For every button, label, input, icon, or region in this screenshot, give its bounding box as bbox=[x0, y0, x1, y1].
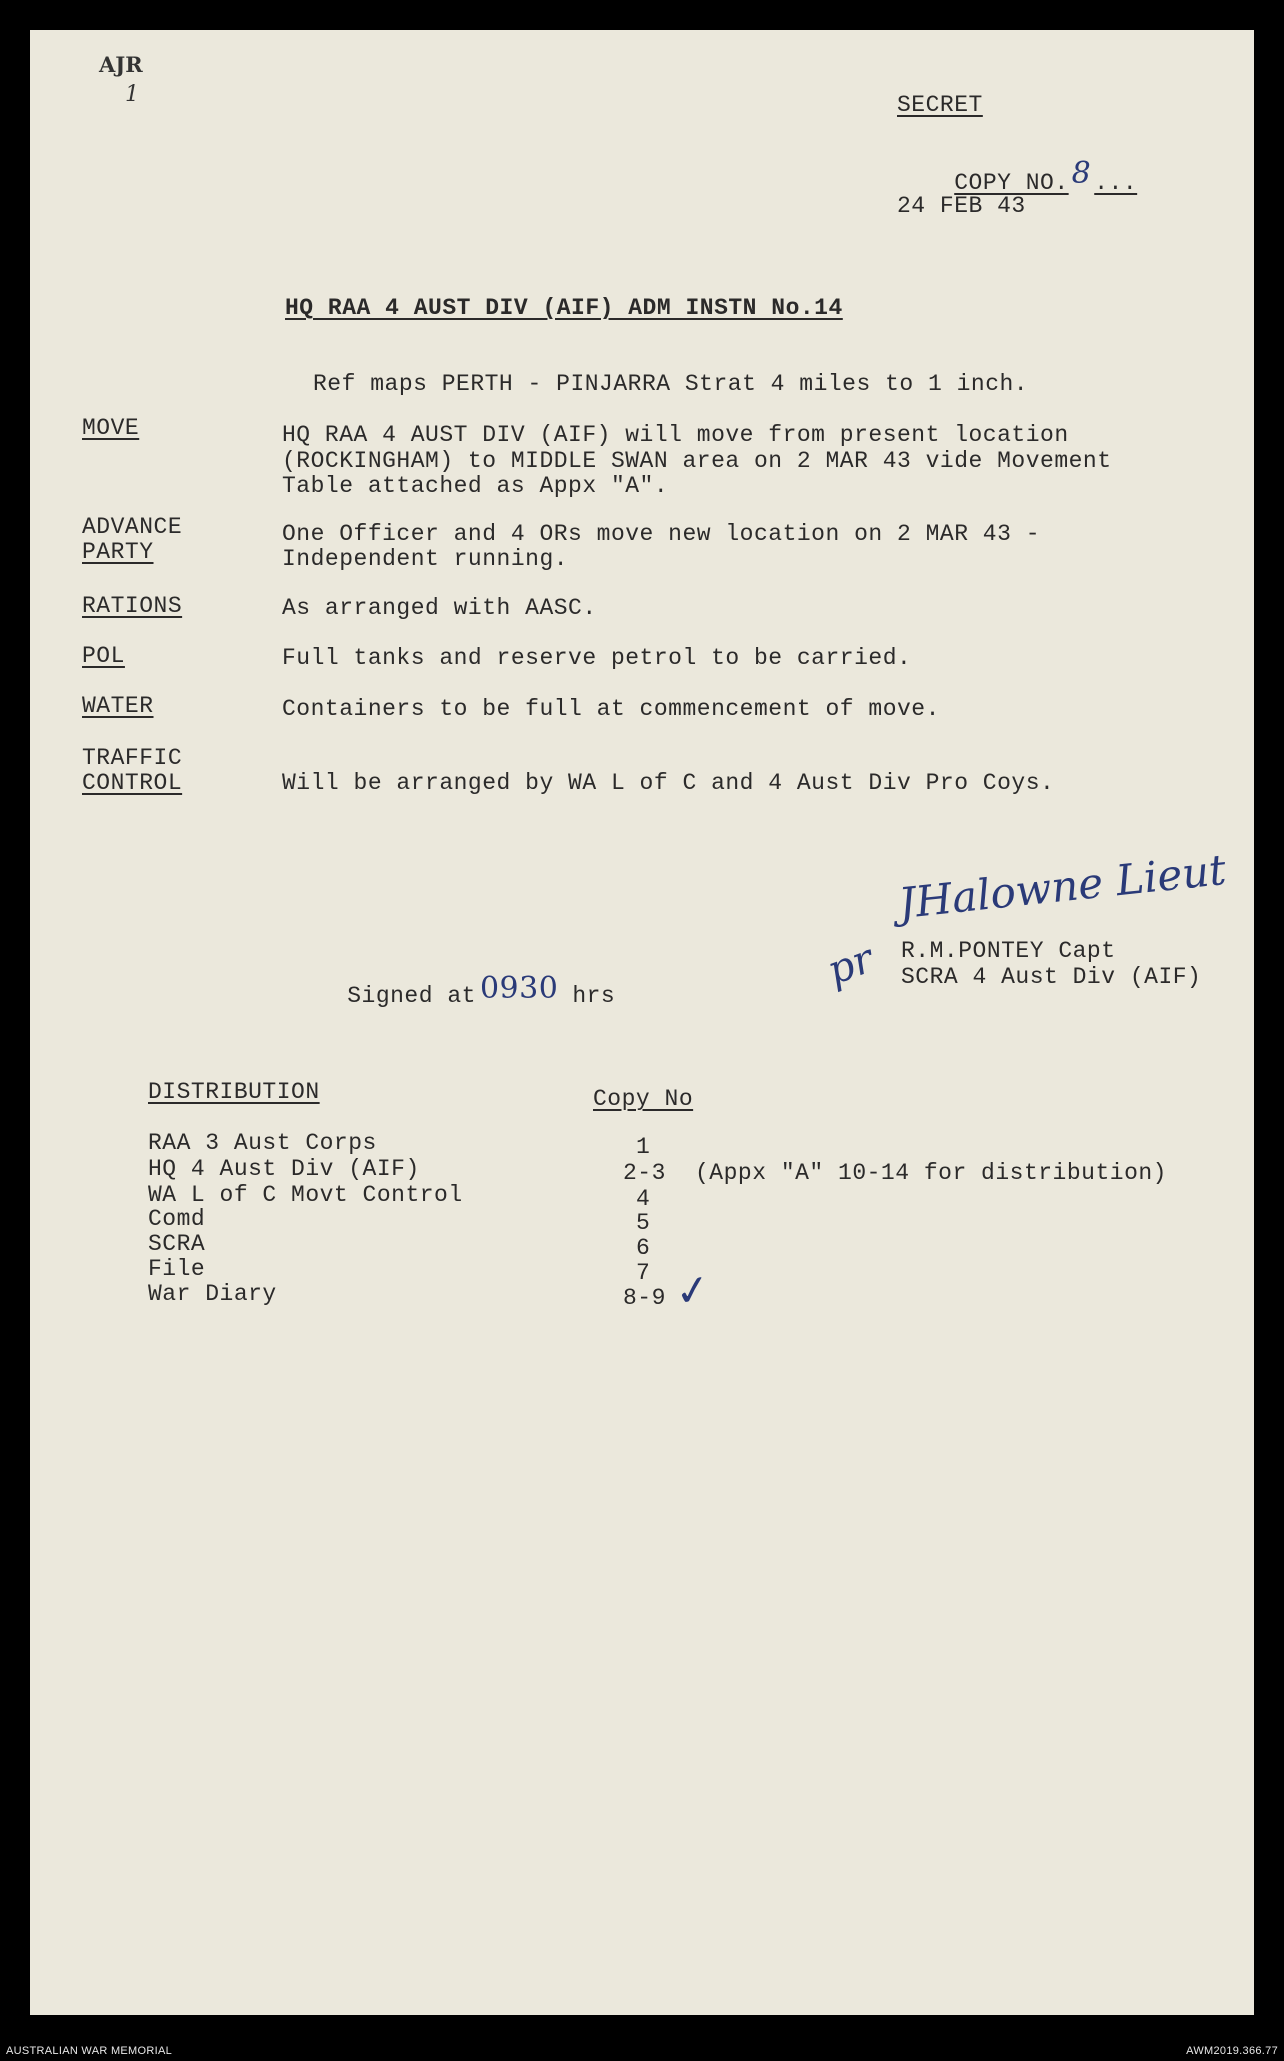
advance-party-label-1: ADVANCE bbox=[82, 514, 183, 540]
dist-recipient: WA L of C Movt Control bbox=[148, 1182, 463, 1208]
water-text: Containers to be full at commencement of move. bbox=[282, 696, 940, 722]
dist-recipient: File bbox=[148, 1256, 206, 1282]
distribution-heading: DISTRIBUTION bbox=[148, 1079, 320, 1105]
footer-left: AUSTRALIAN WAR MEMORIAL bbox=[6, 2045, 173, 2057]
rations-text: As arranged with AASC. bbox=[282, 595, 597, 621]
advance-party-line-1: One Officer and 4 ORs move new location on 2 MAR 43 - bbox=[282, 521, 1041, 547]
traffic-control-label-1: TRAFFIC bbox=[82, 745, 183, 771]
dist-recipient: War Diary bbox=[148, 1281, 277, 1307]
move-line-2: (ROCKINGHAM) to MIDDLE SWAN area on 2 MAR 43 vide Movement bbox=[282, 448, 1112, 474]
advance-party-line-2: Independent running. bbox=[282, 546, 569, 572]
move-line-1: HQ RAA 4 AUST DIV (AIF) will move from present location bbox=[282, 422, 1069, 448]
move-line-3: Table attached as Appx "A". bbox=[282, 473, 669, 499]
dist-recipient: Comd bbox=[148, 1206, 206, 1232]
ref-maps: Ref maps PERTH - PINJARRA Strat 4 miles to 1 inch. bbox=[313, 371, 1029, 397]
dist-copy: 7 bbox=[636, 1260, 651, 1286]
signatory-name: R.M.PONTEY Capt bbox=[901, 938, 1116, 964]
dist-copy: 5 bbox=[636, 1210, 651, 1236]
pol-label: POL bbox=[82, 643, 125, 669]
classification: SECRET bbox=[897, 92, 983, 118]
dist-recipient: HQ 4 Aust Div (AIF) bbox=[148, 1156, 420, 1182]
pol-text: Full tanks and reserve petrol to be carried. bbox=[282, 645, 912, 671]
document-title: HQ RAA 4 AUST DIV (AIF) ADM INSTN No.14 bbox=[285, 295, 843, 321]
initials-mark: 1 bbox=[125, 82, 139, 107]
footer-right: AWM2019.366.77 bbox=[1186, 2045, 1278, 2057]
document-page bbox=[30, 30, 1254, 2015]
per-mark: pr bbox=[821, 935, 880, 995]
signed-at-line bbox=[290, 955, 615, 1034]
traffic-control-text: Will be arranged by WA L of C and 4 Aust Div Pro Coys. bbox=[282, 770, 1055, 796]
dist-note: (Appx "A" 10-14 for distribution) bbox=[695, 1160, 1167, 1186]
dist-recipient: SCRA bbox=[148, 1231, 206, 1257]
copy-number: 8 bbox=[1071, 156, 1092, 191]
move-label: MOVE bbox=[82, 415, 140, 441]
tick-mark-icon: ✓ bbox=[671, 1263, 714, 1318]
dist-copy: 2-3 bbox=[623, 1160, 666, 1186]
dist-copy: 6 bbox=[636, 1235, 651, 1261]
advance-party-label-2: PARTY bbox=[82, 539, 154, 565]
copy-trail: ... bbox=[1094, 170, 1138, 196]
signed-time: 0930 bbox=[479, 971, 559, 1006]
traffic-control-label-2: CONTROL bbox=[82, 770, 183, 796]
rations-label: RATIONS bbox=[82, 593, 183, 619]
dist-recipient: RAA 3 Aust Corps bbox=[148, 1130, 377, 1156]
water-label: WATER bbox=[82, 693, 154, 719]
dist-copy: 8-9 bbox=[623, 1285, 666, 1311]
copy-no-heading: Copy No bbox=[593, 1086, 694, 1112]
handwritten-signature: JHalowne Lieut bbox=[896, 844, 1229, 929]
signed-at-suffix: hrs bbox=[572, 983, 616, 1009]
document-date: 24 FEB 43 bbox=[897, 193, 1026, 219]
copy-label: COPY NO. bbox=[954, 170, 1069, 196]
initials: AJR bbox=[99, 52, 143, 77]
signed-at-prefix: Signed at bbox=[347, 983, 476, 1009]
dist-copy: 4 bbox=[636, 1186, 651, 1212]
dist-copy: 1 bbox=[636, 1134, 651, 1160]
signatory-position: SCRA 4 Aust Div (AIF) bbox=[901, 964, 1202, 990]
